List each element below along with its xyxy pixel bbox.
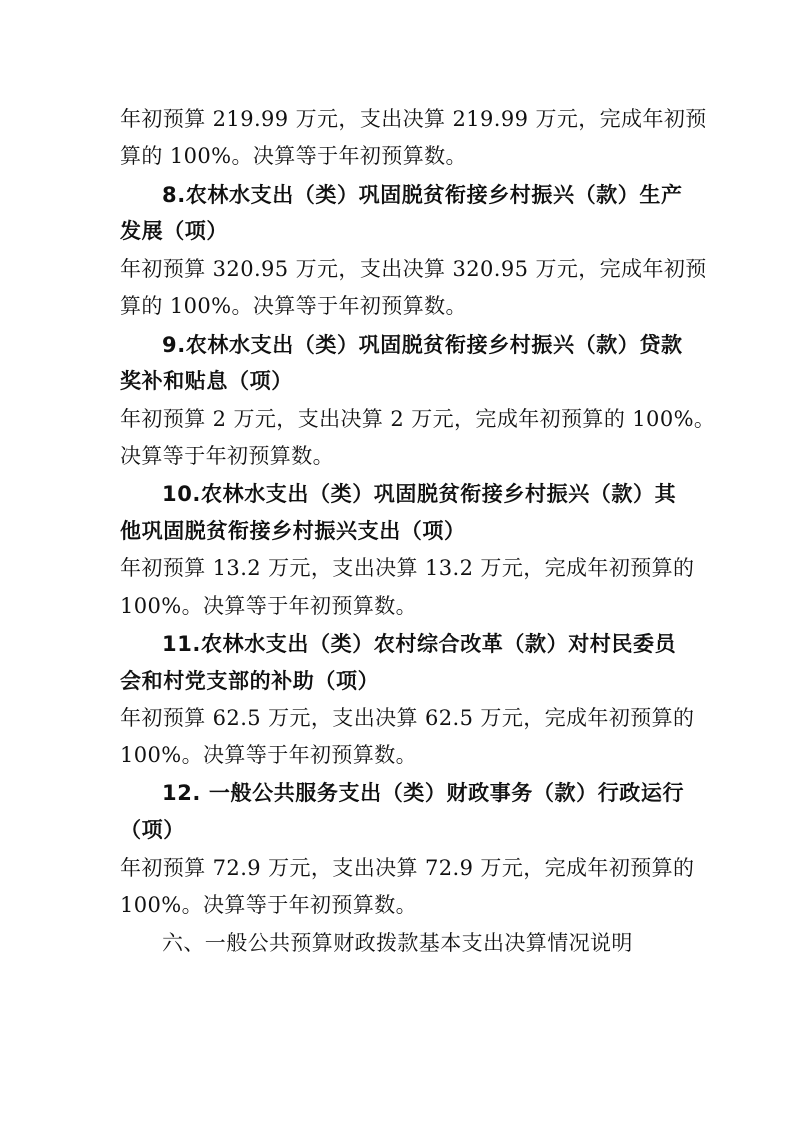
body-text-line: 100%。决算等于年初预算数。 [120,893,418,917]
body-text-line: 年初预算 320.95 万元，支出决算 320.95 万元，完成年初预 [120,257,707,281]
section-heading-6: 六、一般公共预算财政拨款基本支出决算情况说明 [162,931,633,955]
item-heading-9-continued: 奖补和贴息（项） [120,369,293,393]
item-heading-10-continued: 他巩固脱贫衔接乡村振兴支出（项） [120,519,466,543]
body-text-line: 年初预算 62.5 万元，支出决算 62.5 万元，完成年初预算的 [120,706,695,730]
item-heading-12-continued: （项） [120,818,185,842]
body-text-line: 年初预算 13.2 万元，支出决算 13.2 万元，完成年初预算的 [120,556,695,580]
item-heading-10: 10.农林水支出（类）巩固脱贫衔接乡村振兴（款）其 [162,482,677,506]
body-text-line: 年初预算 72.9 万元，支出决算 72.9 万元，完成年初预算的 [120,856,695,880]
body-text-line: 决算等于年初预算数。 [120,444,334,468]
body-text-line: 100%。决算等于年初预算数。 [120,743,418,767]
item-heading-11-continued: 会和村党支部的补助（项） [120,669,380,693]
item-heading-11: 11.农林水支出（类）农村综合改革（款）对村民委员 [162,632,677,656]
body-text-line: 年初预算 2 万元，支出决算 2 万元，完成年初预算的 100%。 [120,407,716,431]
body-text-line: 年初预算 219.99 万元，支出决算 219.99 万元，完成年初预 [120,107,707,131]
body-text-line: 100%。决算等于年初预算数。 [120,594,418,618]
item-heading-12: 12. 一般公共服务支出（类）财政事务（款）行政运行 [162,781,685,805]
item-heading-8: 8.农林水支出（类）巩固脱贫衔接乡村振兴（款）生产 [162,183,683,207]
body-text-line: 算的 100%。决算等于年初预算数。 [120,294,467,318]
body-text-line: 算的 100%。决算等于年初预算数。 [120,144,467,168]
item-heading-9: 9.农林水支出（类）巩固脱贫衔接乡村振兴（款）贷款 [162,333,683,357]
item-heading-8-continued: 发展（项） [120,219,228,243]
